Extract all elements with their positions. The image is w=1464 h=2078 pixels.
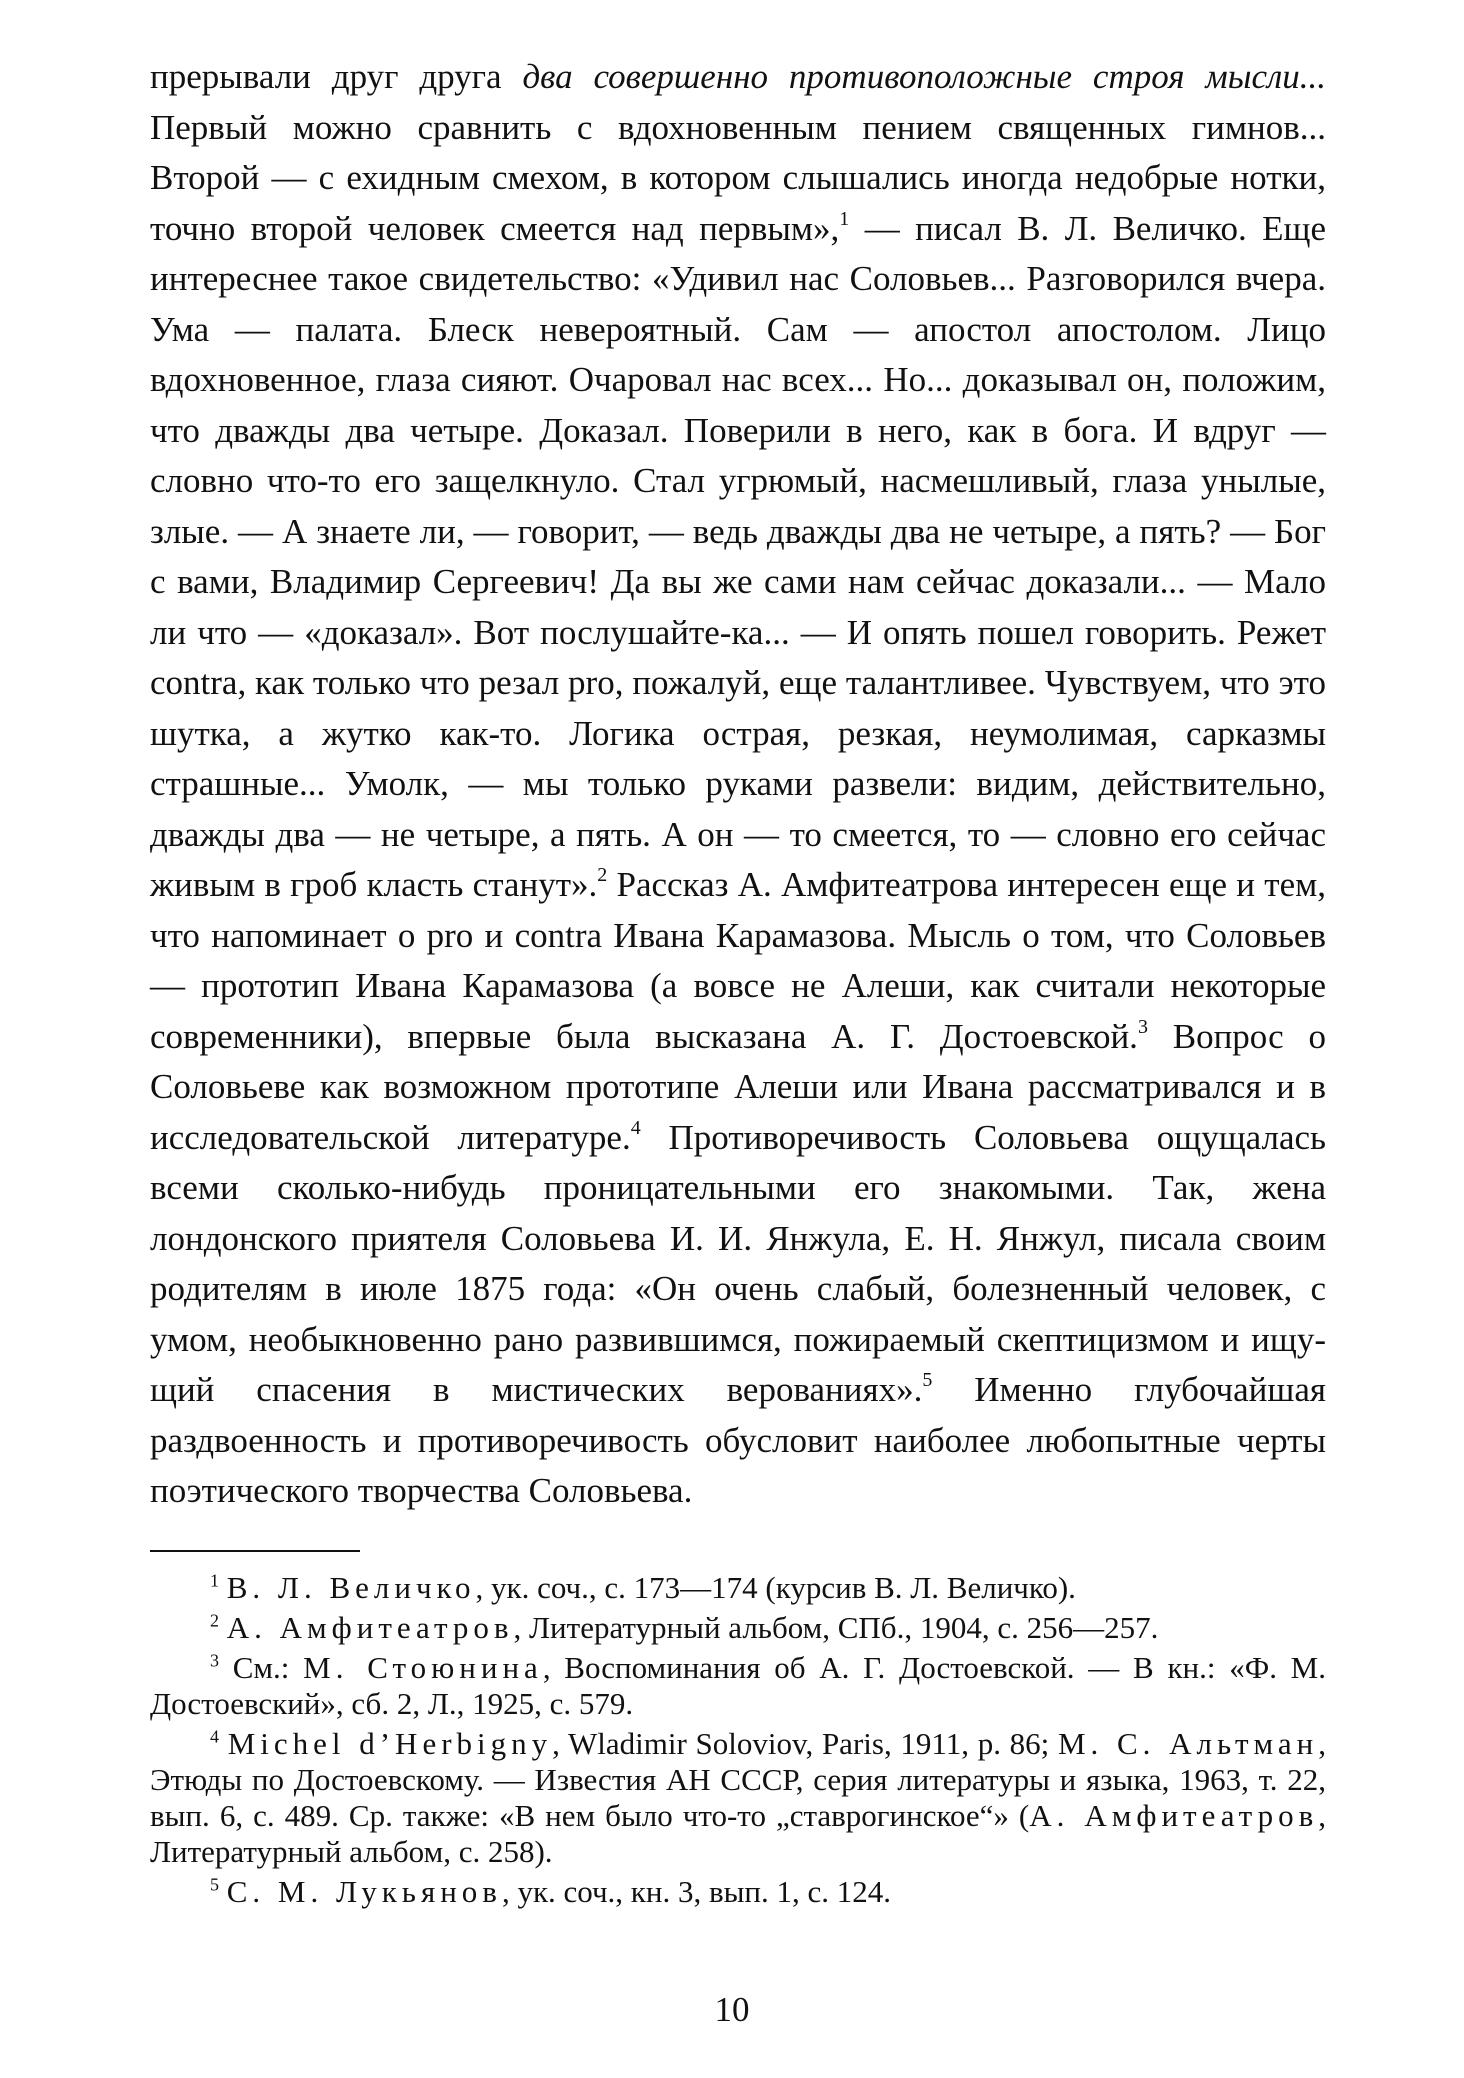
footnote-prefix: См.: xyxy=(232,1649,304,1685)
footnote-mark: 4 xyxy=(210,1726,219,1747)
footnote-mark: 2 xyxy=(210,1610,219,1631)
text-segment: Противоречивость Соловьева ощущалась всеми сколько-нибудь проницательными его знакомыми. Так, жена лондонского приятеля Соловьева И. И. Янжула, Е. Н. Янжул, писала своим родителям в июле 1875 года: «Он очень слабый, болезненный человек, с умом, необыкновенно рано развившимся, пожираемый скептицизмом и ищущий спасения в мистических верованиях». xyxy=(150,1117,1326,1409)
footnote-ref-4: 4 xyxy=(630,1116,641,1139)
footnote-separator xyxy=(150,1550,360,1552)
footnote-ref-3: 3 xyxy=(1137,1015,1148,1038)
text-segment: Вопрос о Соловьеве как возможном прототипе Алеши или Ивана рассматривался и в исследовательской литературе. xyxy=(150,1016,1326,1157)
footnote-ref-5: 5 xyxy=(922,1369,933,1392)
text-segment: Рассказ А. Амфитеатрова интересен еще и тем, что напоминает о pro и contra Ивана Карамазова. Мысль о том, что Соловьев — прототип Ивана Карамазова (а вовсе не Алеши, как считали некоторые современники), впервые была высказана А. Г. Достоевской. xyxy=(150,865,1327,1056)
footnote-1 xyxy=(150,1570,1326,1606)
italic-quote: два совершенно противоположные строя мысли... xyxy=(522,57,1326,96)
footnote-ref-2: 2 xyxy=(597,864,608,887)
footnote-text: , Литературный альбом, СПб., 1904, с. 256—257. xyxy=(513,1609,1159,1645)
body-text xyxy=(150,52,1326,1517)
body-paragraph xyxy=(150,52,1326,1517)
footnote-mark: 5 xyxy=(210,1874,219,1895)
footnote-text: , Wladimir Soloviov, Paris, 1911, p. 86; xyxy=(552,1725,1058,1761)
footnote-text: , Литературный альбом, с. 258). xyxy=(150,1797,1326,1869)
footnote-5 xyxy=(150,1874,1326,1910)
footnote-3 xyxy=(150,1650,1326,1722)
text-segment: прерывали друг друга xyxy=(150,57,523,96)
footnote-4 xyxy=(150,1726,1326,1870)
text-segment: — писал В. Л. Величко. Еще интереснее такое свидетельство: «Удивил нас Соловьев... Разговорился вчера. Ума — палата. Блеск невероятный. Сам — апостол апостолом. Лицо вдохновенное, глаза сияют. Очаровал нас всех... Но... доказывал он, положим, что дважды два четыре. Доказал. Поверили в него, как в бога. И вдруг — словно что-то его защелкнуло. Стал угрюмый, насмешливый, глаза унылые, злые. — А знаете ли, — говорит, — ведь дважды два не четыре, а пять? — Бог с вами, Владимир Сергеевич! Да вы же сами нам сейчас доказали... — Мало ли что — «доказал». Вот послушайте-ка... — И опять пошел говорить. Режет contra, как только что резал pro, пожалуй, еще талантливее. Чувствуем, что это шутка, а жутко как-то. Логика острая, резкая, неумолимая, сарказмы страшные... Умолк, — мы только руками развели: видим, действительно, дважды два — не четыре, а пять. А он — то смеется, то — словно его сейчас живым в гроб класть станут». xyxy=(150,208,1326,904)
footnote-ref-1: 1 xyxy=(839,207,850,230)
page-number: 10 xyxy=(714,1990,750,2029)
footnote-text: , Воспоминания об А. Г. Достоевской. — В кн.: «Ф. М. Достоевский», сб. 2, Л., 1925, с. 579. xyxy=(150,1649,1326,1721)
footnote-text: , ук. соч., кн. 3, вып. 1, с. 124. xyxy=(501,1873,892,1909)
footnote-author: М. Стоюнина xyxy=(303,1649,543,1685)
footnote-mark: 1 xyxy=(210,1570,219,1591)
footnote-author: В. Л. Величко xyxy=(226,1569,476,1605)
book-page xyxy=(150,52,1326,1914)
footnote-author: А. Амфитеатров xyxy=(1029,1797,1319,1833)
footnote-mark: 3 xyxy=(210,1650,219,1671)
footnote-author: А. Амфитеатров xyxy=(226,1609,514,1645)
text-segment: Первый можно сравнить с вдохновенным пением священных гимнов... Второй — с ехидным смехом, в котором слышались иногда недобрые нотки, точно второй человек смеется над первым», xyxy=(150,107,1326,248)
footnote-author: М. С. Альтман xyxy=(1057,1725,1319,1761)
footnote-author: С. М. Лукьянов xyxy=(226,1873,502,1909)
text-segment: Именно глубочайшая раздвоенность и противоречивость обусловит наиболее любопытные черты поэтического творчества Соловьева. xyxy=(150,1370,1327,1510)
footnote-text: , Этюды по Достоевскому. — Известия АН СССР, серия литературы и языка, 1963, т. 22, вып. 6, с. 489. Ср. также: «В нем было что-то „ставрогинское“» ( xyxy=(150,1725,1327,1833)
footnotes xyxy=(150,1570,1326,1910)
footnote-author: Michel d’Herbigny xyxy=(227,1725,553,1761)
footnote-2 xyxy=(150,1610,1326,1646)
footnote-text: , ук. соч., с. 173—174 (курсив В. Л. Величко). xyxy=(475,1569,1076,1605)
